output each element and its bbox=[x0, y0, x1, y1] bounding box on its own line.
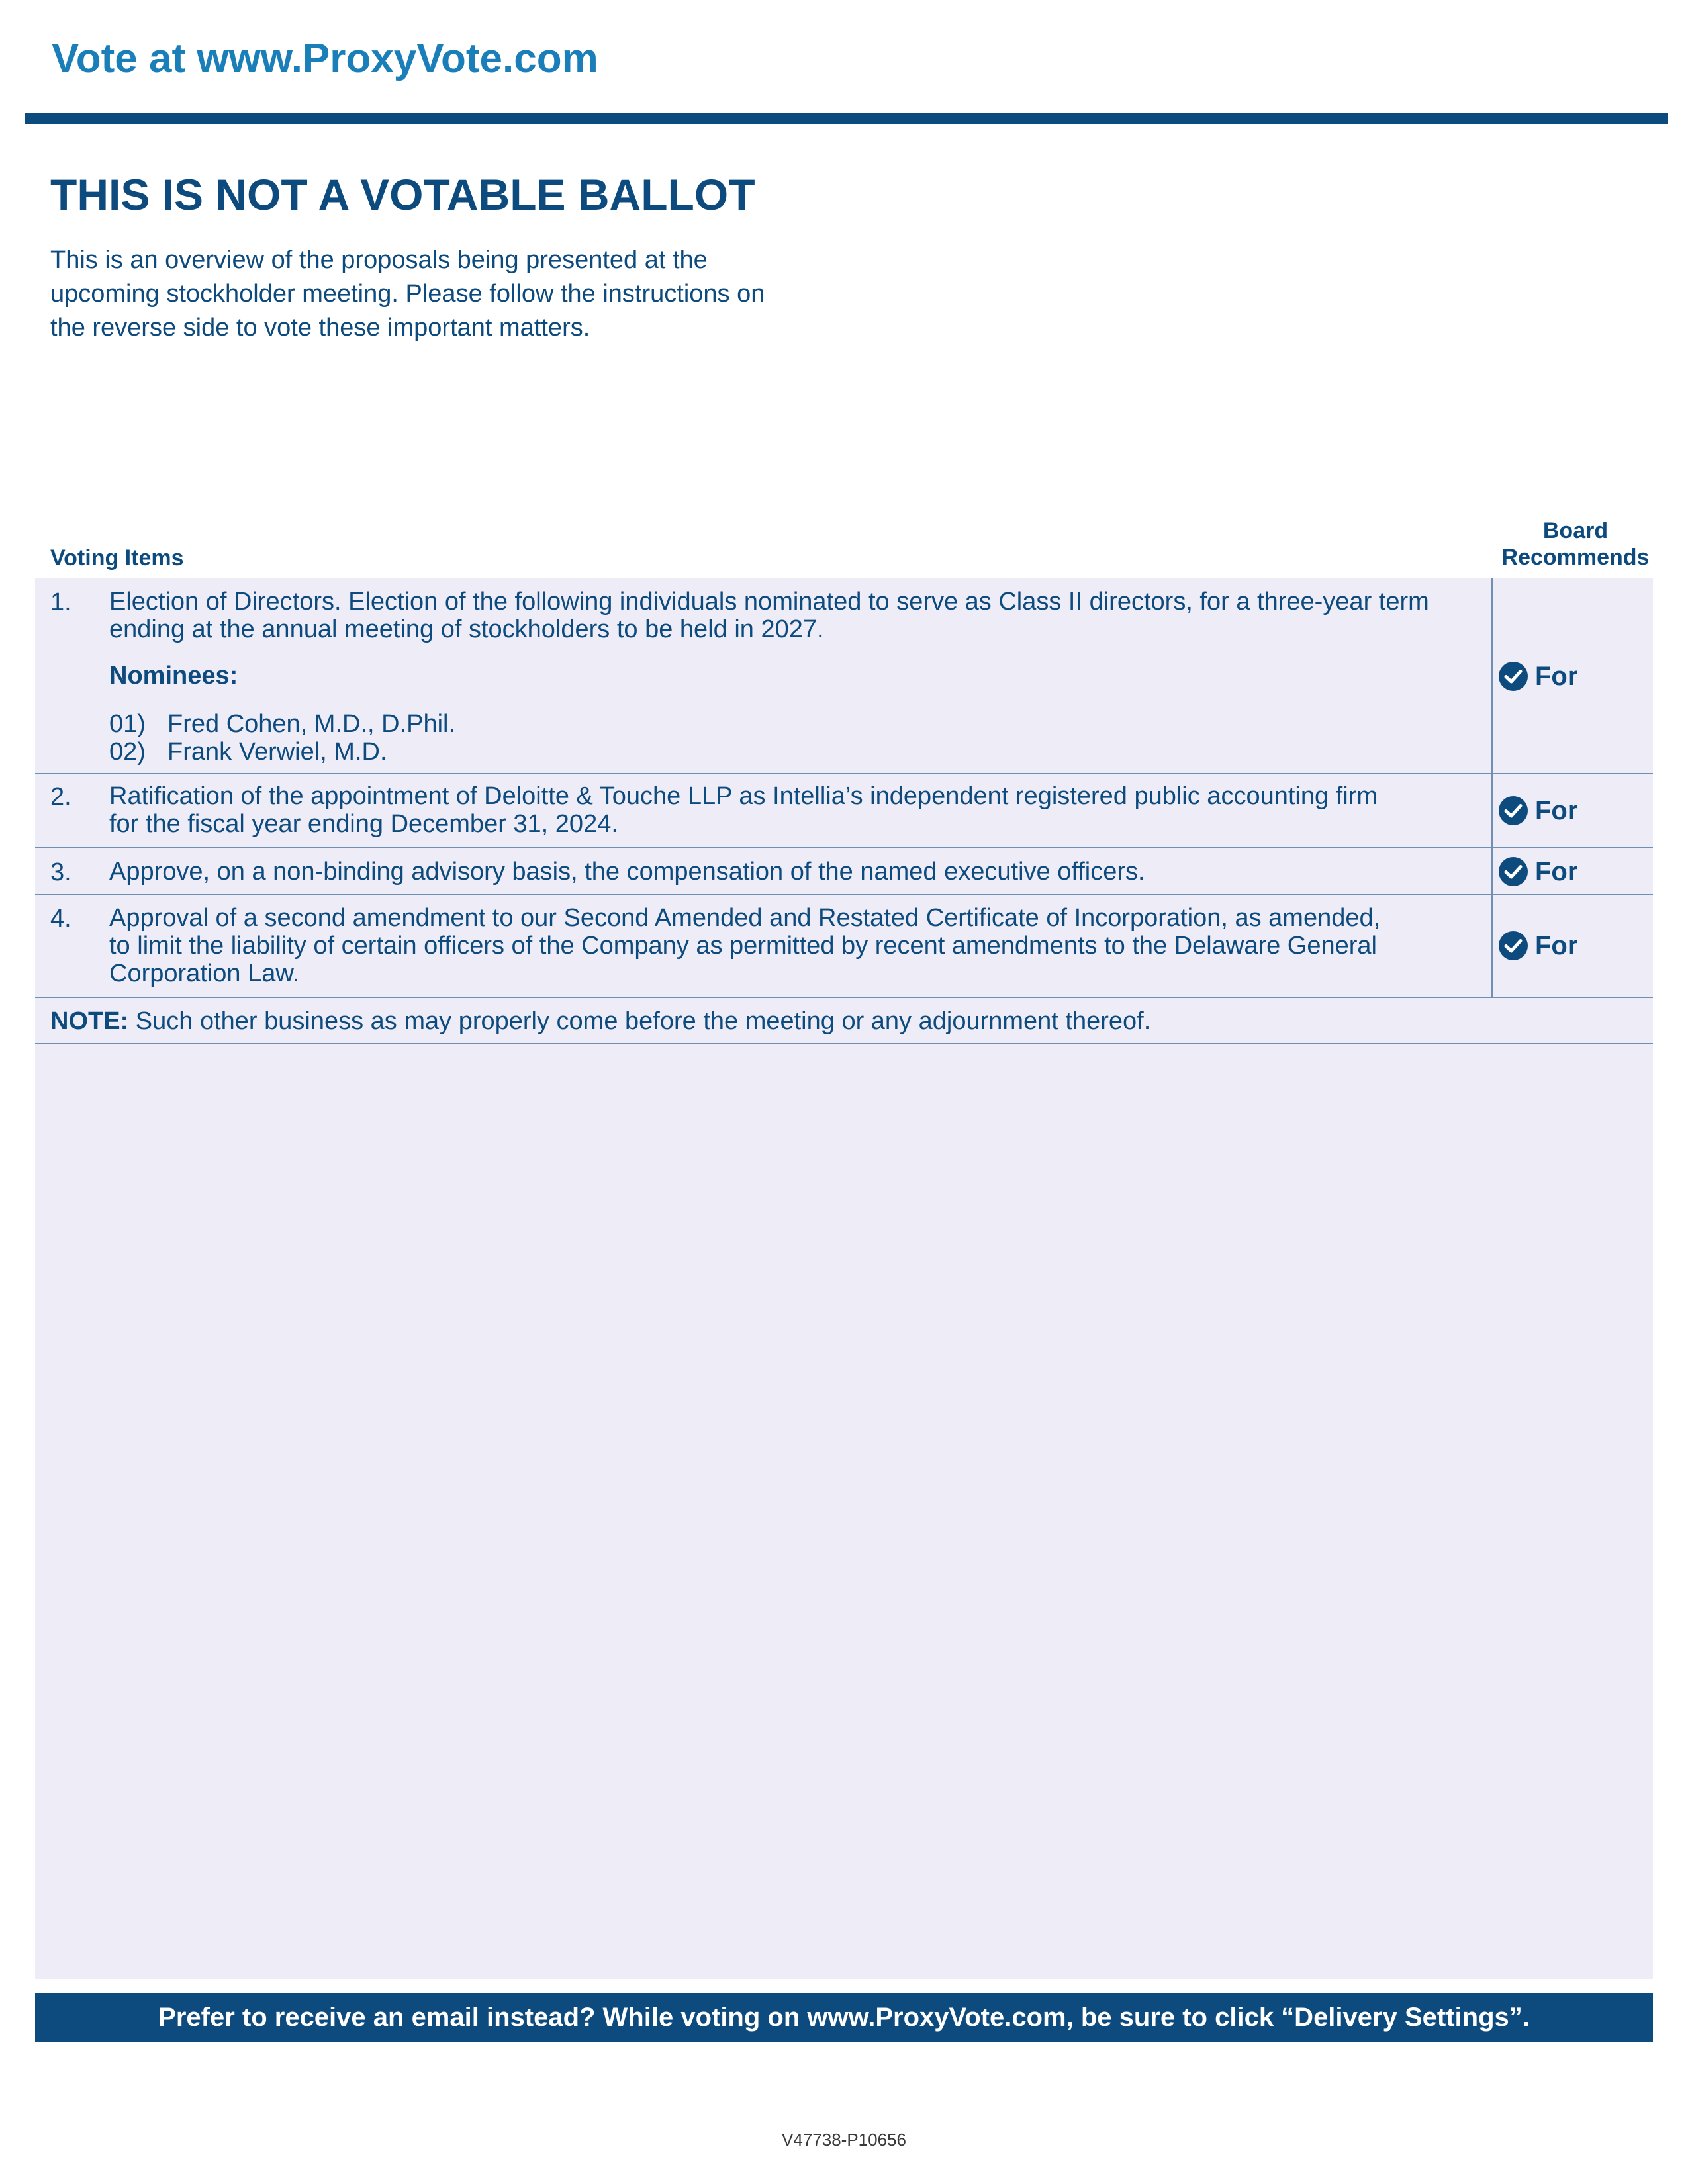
board-header-line: Recommends bbox=[1501, 545, 1650, 570]
row-divider bbox=[35, 1043, 1653, 1044]
nominee-name: Fred Cohen, M.D., D.Phil. bbox=[167, 710, 456, 738]
board-header-line: Board bbox=[1542, 518, 1609, 543]
intro-line: upcoming stockholder meeting. Please follow the instructions on bbox=[50, 280, 765, 308]
item-text-line: Approve, on a non-binding advisory basis, the compensation of the named executive officers. bbox=[109, 858, 1145, 886]
nominee-name: Frank Verwiel, M.D. bbox=[167, 738, 387, 766]
item-number: 2. bbox=[50, 783, 71, 811]
nominees-label: Nominees: bbox=[109, 662, 238, 690]
item-text-line: Election of Directors. Election of the following individuals nominated to serve as Class II directors, for a three-year term bbox=[109, 588, 1429, 615]
item-number: 3. bbox=[50, 858, 71, 886]
page-title: THIS IS NOT A VOTABLE BALLOT bbox=[50, 170, 755, 219]
check-circle-icon bbox=[1498, 856, 1528, 887]
item-number: 1. bbox=[50, 588, 71, 616]
item-description bbox=[109, 588, 1477, 643]
intro-line: the reverse side to vote these important matters. bbox=[50, 314, 590, 341]
recommendation-label: For bbox=[1535, 662, 1578, 691]
row-divider bbox=[35, 847, 1653, 848]
column-divider bbox=[1491, 578, 1493, 998]
note-text: Such other business as may properly come before the meeting or any adjournment thereof. bbox=[128, 1007, 1151, 1035]
item-text-line: for the fiscal year ending December 31, 2024. bbox=[109, 810, 618, 838]
item-text-line: ending at the annual meeting of stockholders to be held in 2027. bbox=[109, 615, 824, 643]
nominee-number: 02) bbox=[109, 738, 146, 766]
delivery-settings-banner: Prefer to receive an email instead? While voting on www.ProxyVote.com, be sure to click “Delivery Settings”. bbox=[35, 1993, 1653, 2042]
item-text-line: Ratification of the appointment of Deloitte & Touche LLP as Intellia’s independent registered public accounting firm bbox=[109, 782, 1378, 810]
recommendation-label: For bbox=[1535, 857, 1578, 886]
item-description bbox=[109, 904, 1477, 987]
recommendation-label: For bbox=[1535, 931, 1578, 960]
check-circle-icon bbox=[1498, 661, 1528, 692]
note bbox=[50, 1005, 1150, 1038]
document-code: V47738-P10656 bbox=[782, 2130, 906, 2150]
nominee-number: 01) bbox=[109, 710, 146, 738]
item-text-line: Corporation Law. bbox=[109, 960, 300, 987]
header-rule bbox=[25, 113, 1668, 124]
note-label: NOTE: bbox=[50, 1007, 129, 1035]
intro-paragraph bbox=[50, 244, 884, 345]
row-divider bbox=[35, 773, 1653, 774]
proxyvote-url-header[interactable]: Vote at www.ProxyVote.com bbox=[52, 36, 598, 81]
row-divider bbox=[35, 894, 1653, 895]
item-text-line: to limit the liability of certain officers of the Company as permitted by recent amendments to the Delaware General bbox=[109, 932, 1377, 960]
row-divider bbox=[35, 997, 1653, 998]
check-circle-icon bbox=[1498, 931, 1528, 961]
voting-items-header: Voting Items bbox=[50, 545, 184, 570]
check-circle-icon bbox=[1498, 796, 1528, 826]
board-recommends-header bbox=[1493, 518, 1658, 570]
recommendation bbox=[1498, 929, 1577, 963]
intro-line: This is an overview of the proposals being presented at the bbox=[50, 246, 708, 274]
item-text-line: Approval of a second amendment to our Second Amended and Restated Certificate of Incorporation, as amended, bbox=[109, 904, 1381, 932]
item-description bbox=[109, 858, 1477, 886]
recommendation bbox=[1498, 794, 1577, 828]
recommendation bbox=[1498, 659, 1577, 694]
recommendation-label: For bbox=[1535, 796, 1578, 825]
item-description bbox=[109, 782, 1477, 838]
item-number: 4. bbox=[50, 905, 71, 933]
recommendation bbox=[1498, 854, 1577, 889]
